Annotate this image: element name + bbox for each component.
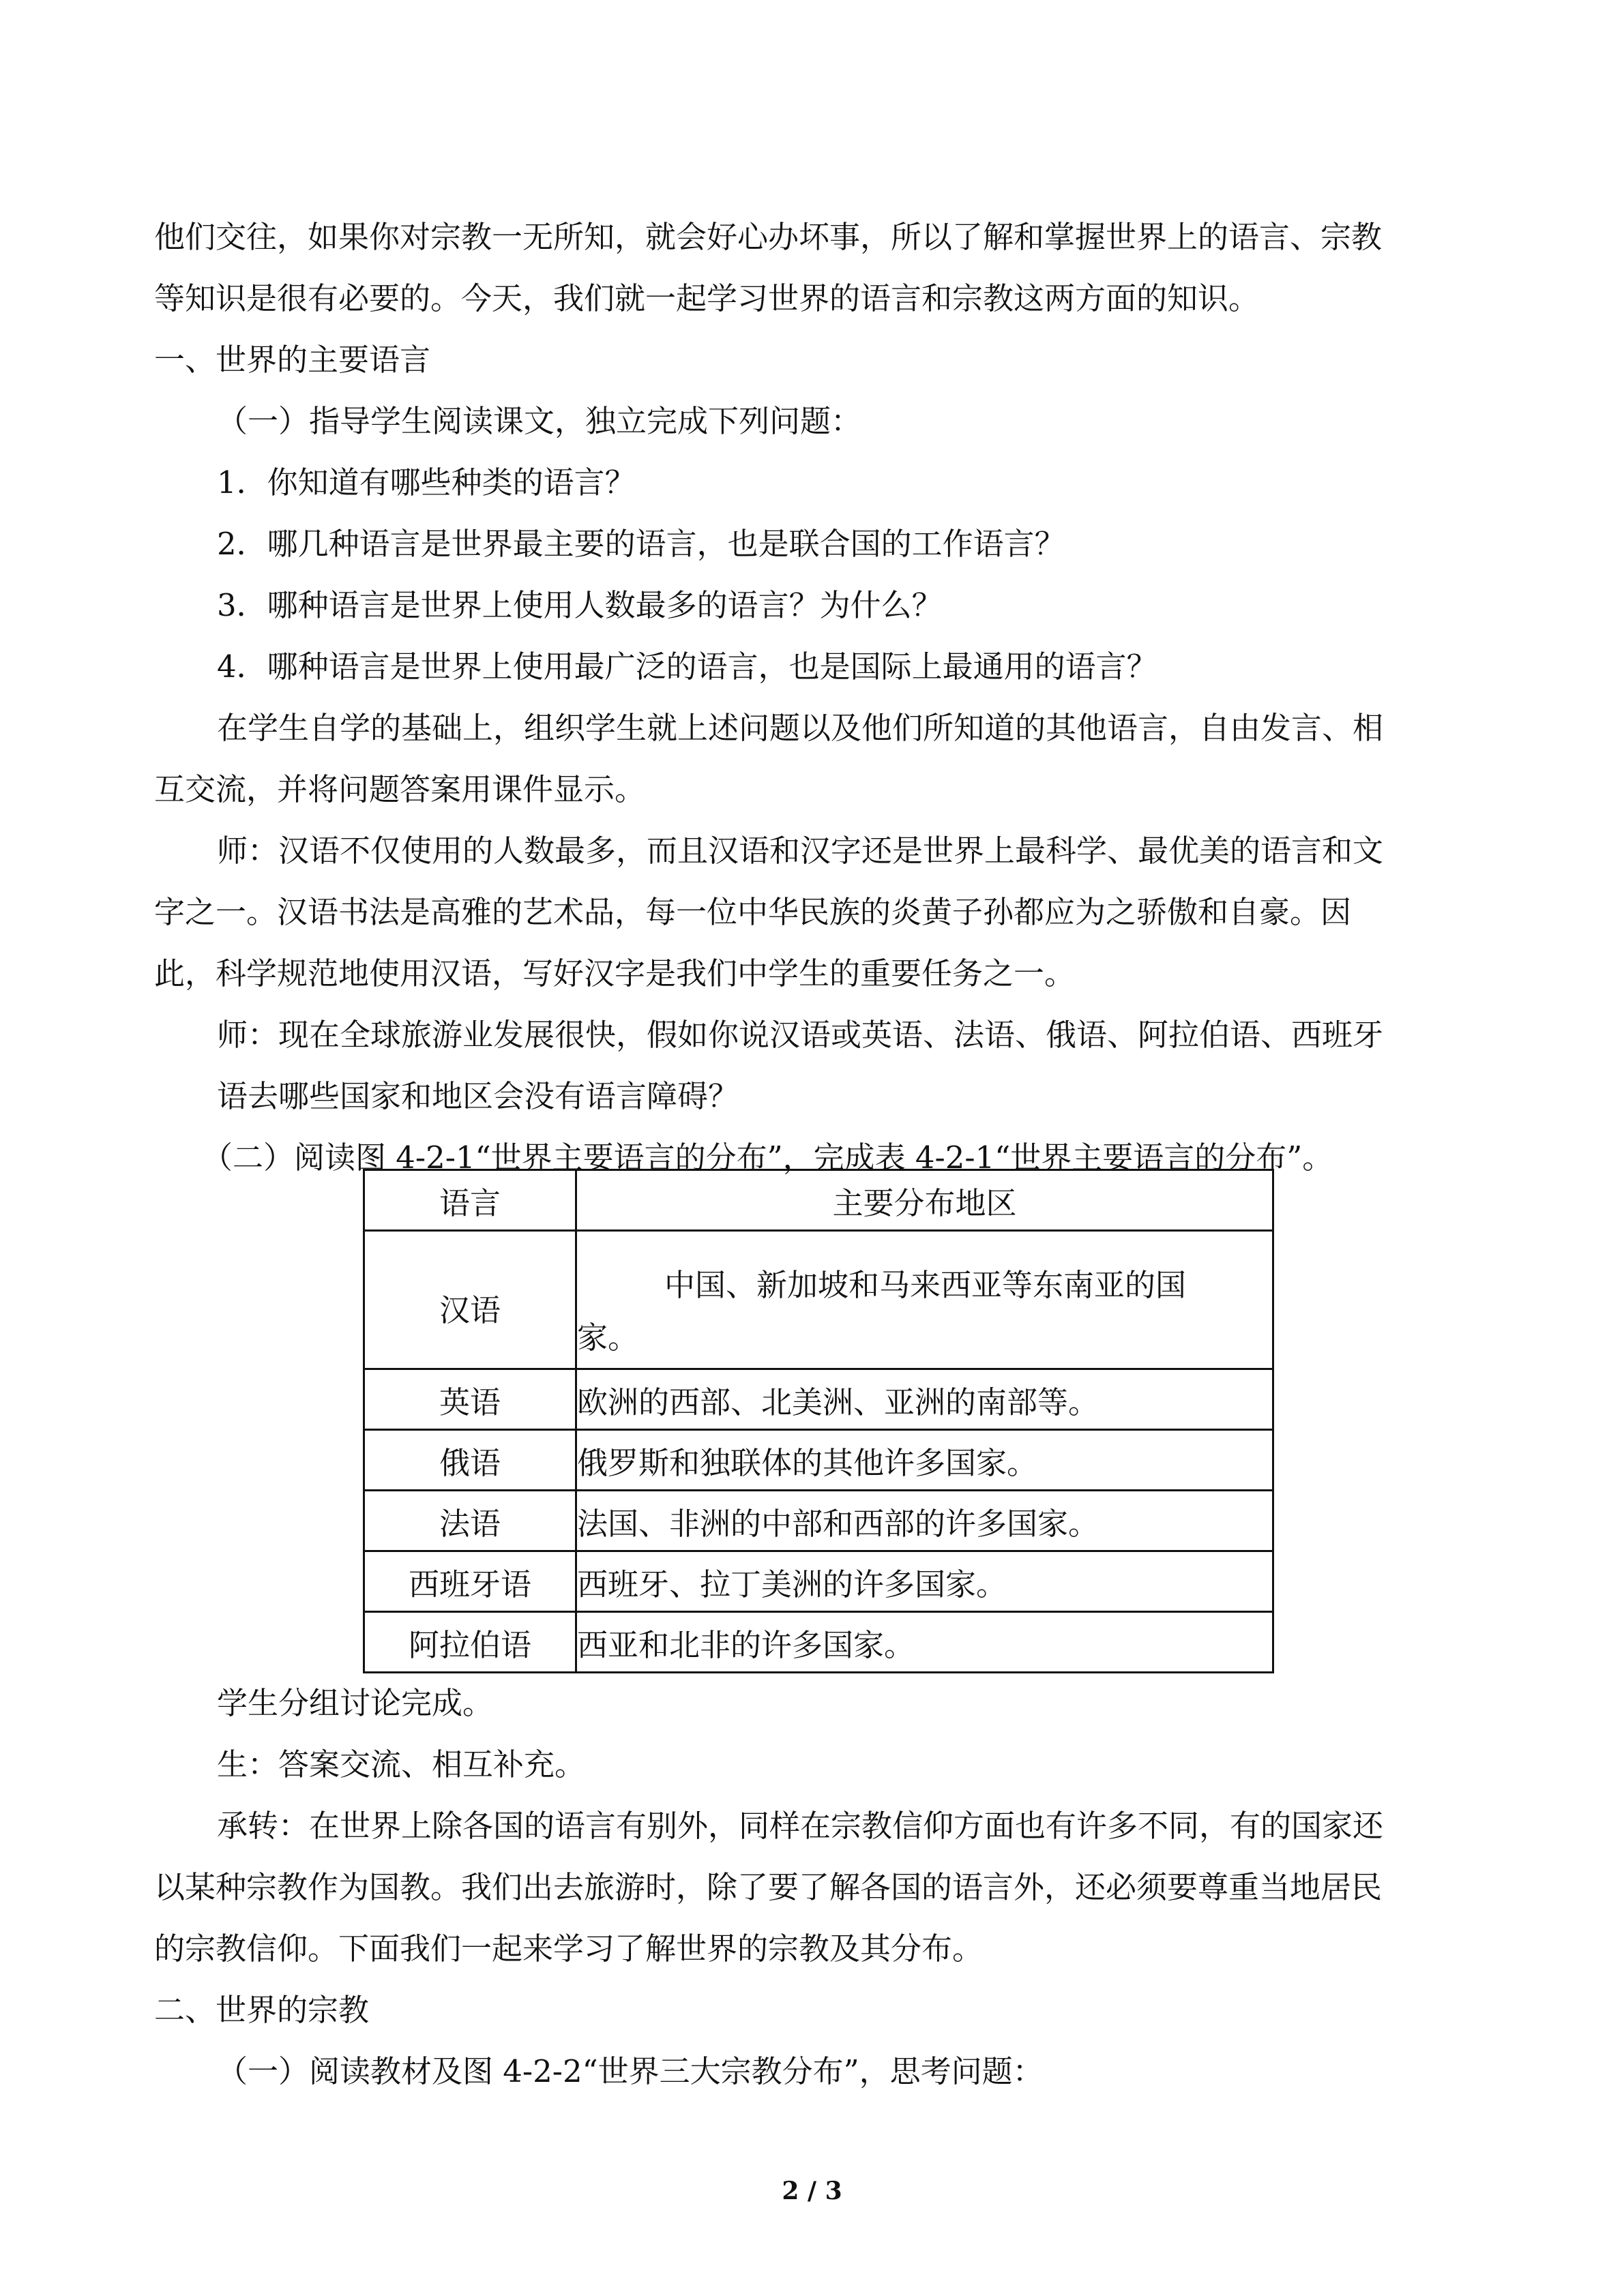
- cell-language: 阿拉伯语: [364, 1612, 576, 1673]
- cell-region: 俄罗斯和独联体的其他许多国家。: [576, 1430, 1273, 1491]
- paragraph-teacher1-line1: 师：汉语不仅使用的人数最多，而且汉语和汉字还是世界上最科学、最优美的语言和文: [217, 833, 1384, 869]
- paragraph-transition-line3: 的宗教信仰。下面我们一起来学习了解世界的宗教及其分布。: [154, 1930, 984, 1967]
- cell-language: 汉语: [364, 1231, 576, 1369]
- page-number: 2 / 3: [782, 2177, 842, 2205]
- guide-heading-3: （一）阅读教材及图 4-2-2“世界三大宗教分布”，思考问题：: [217, 2053, 1044, 2089]
- cell-language: 俄语: [364, 1430, 576, 1491]
- paragraph-transition-line1: 承转：在世界上除各国的语言有别外，同样在宗教信仰方面也有许多不同，有的国家还: [217, 1808, 1384, 1844]
- section-heading-religions: 二、世界的宗教: [154, 1992, 370, 2028]
- cell-region: 西亚和北非的许多国家。: [576, 1612, 1273, 1673]
- cell-region: 西班牙、拉丁美洲的许多国家。: [576, 1551, 1273, 1612]
- paragraph-intro-line2: 等知识是很有必要的。今天，我们就一起学习世界的语言和宗教这两方面的知识。: [154, 280, 1260, 316]
- paragraph-student-answer: 生：答案交流、相互补充。: [217, 1746, 586, 1783]
- table-row: [364, 1491, 1273, 1551]
- question-3: 3．哪种语言是世界上使用人数最多的语言？为什么？: [217, 587, 943, 623]
- cell-language: 西班牙语: [364, 1551, 576, 1612]
- paragraph-teacher2-line1: 师：现在全球旅游业发展很快，假如你说汉语或英语、法语、俄语、阿拉伯语、西班牙: [217, 1017, 1384, 1053]
- cell-language: 英语: [364, 1369, 576, 1430]
- cell-region: [576, 1231, 1273, 1369]
- language-distribution-table: [363, 1169, 1274, 1673]
- guide-heading-1: （一）指导学生阅读课文，独立完成下列问题：: [217, 403, 862, 439]
- header-region: 主要分布地区: [576, 1170, 1273, 1231]
- paragraph-intro-line1: 他们交往，如果你对宗教一无所知，就会好心办坏事，所以了解和掌握世界上的语言、宗教: [154, 219, 1383, 255]
- cell-region: 欧洲的西部、北美洲、亚洲的南部等。: [576, 1369, 1273, 1430]
- header-language: 语言: [364, 1170, 576, 1231]
- question-4: 4．哪种语言是世界上使用最广泛的语言，也是国际上最通用的语言？: [217, 648, 1157, 685]
- paragraph-selfstudy-line1: 在学生自学的基础上，组织学生就上述问题以及他们所知道的其他语言，自由发言、相: [217, 710, 1384, 746]
- table-header-row: [364, 1170, 1273, 1231]
- table-row: [364, 1369, 1273, 1430]
- cell-region: 法国、非洲的中部和西部的许多国家。: [576, 1491, 1273, 1551]
- paragraph-group-discuss: 学生分组讨论完成。: [217, 1685, 494, 1721]
- question-2: 2．哪几种语言是世界最主要的语言，也是联合国的工作语言？: [217, 526, 1065, 562]
- paragraph-selfstudy-line2: 互交流，并将问题答案用课件显示。: [154, 771, 646, 807]
- table-row: [364, 1551, 1273, 1612]
- paragraph-teacher1-line2: 字之一。汉语书法是高雅的艺术品，每一位中华民族的炎黄子孙都应为之骄傲和自豪。因: [154, 894, 1352, 930]
- section-heading-languages: 一、世界的主要语言: [154, 342, 431, 378]
- paragraph-teacher1-line3: 此，科学规范地使用汉语，写好汉字是我们中学生的重要任务之一。: [154, 955, 1076, 992]
- table-row: [364, 1612, 1273, 1673]
- table-row: [364, 1231, 1273, 1369]
- cell-language: 法语: [364, 1491, 576, 1551]
- cell-region-line1: 中国、新加坡和马来西亚等东南亚的国: [664, 1267, 1187, 1303]
- guide-heading-2: （二）阅读图 4-2-1“世界主要语言的分布”，完成表 4-2-1“世界主要语言的分布”。: [202, 1139, 1333, 1176]
- question-1: 1．你知道有哪些种类的语言？: [217, 464, 636, 501]
- cell-region-line2: 家。: [577, 1320, 639, 1356]
- paragraph-transition-line2: 以某种宗教作为国教。我们出去旅游时，除了要了解各国的语言外，还必须要尊重当地居民: [154, 1869, 1383, 1905]
- table-row: [364, 1430, 1273, 1491]
- paragraph-teacher2-line2: 语去哪些国家和地区会没有语言障碍？: [217, 1078, 739, 1114]
